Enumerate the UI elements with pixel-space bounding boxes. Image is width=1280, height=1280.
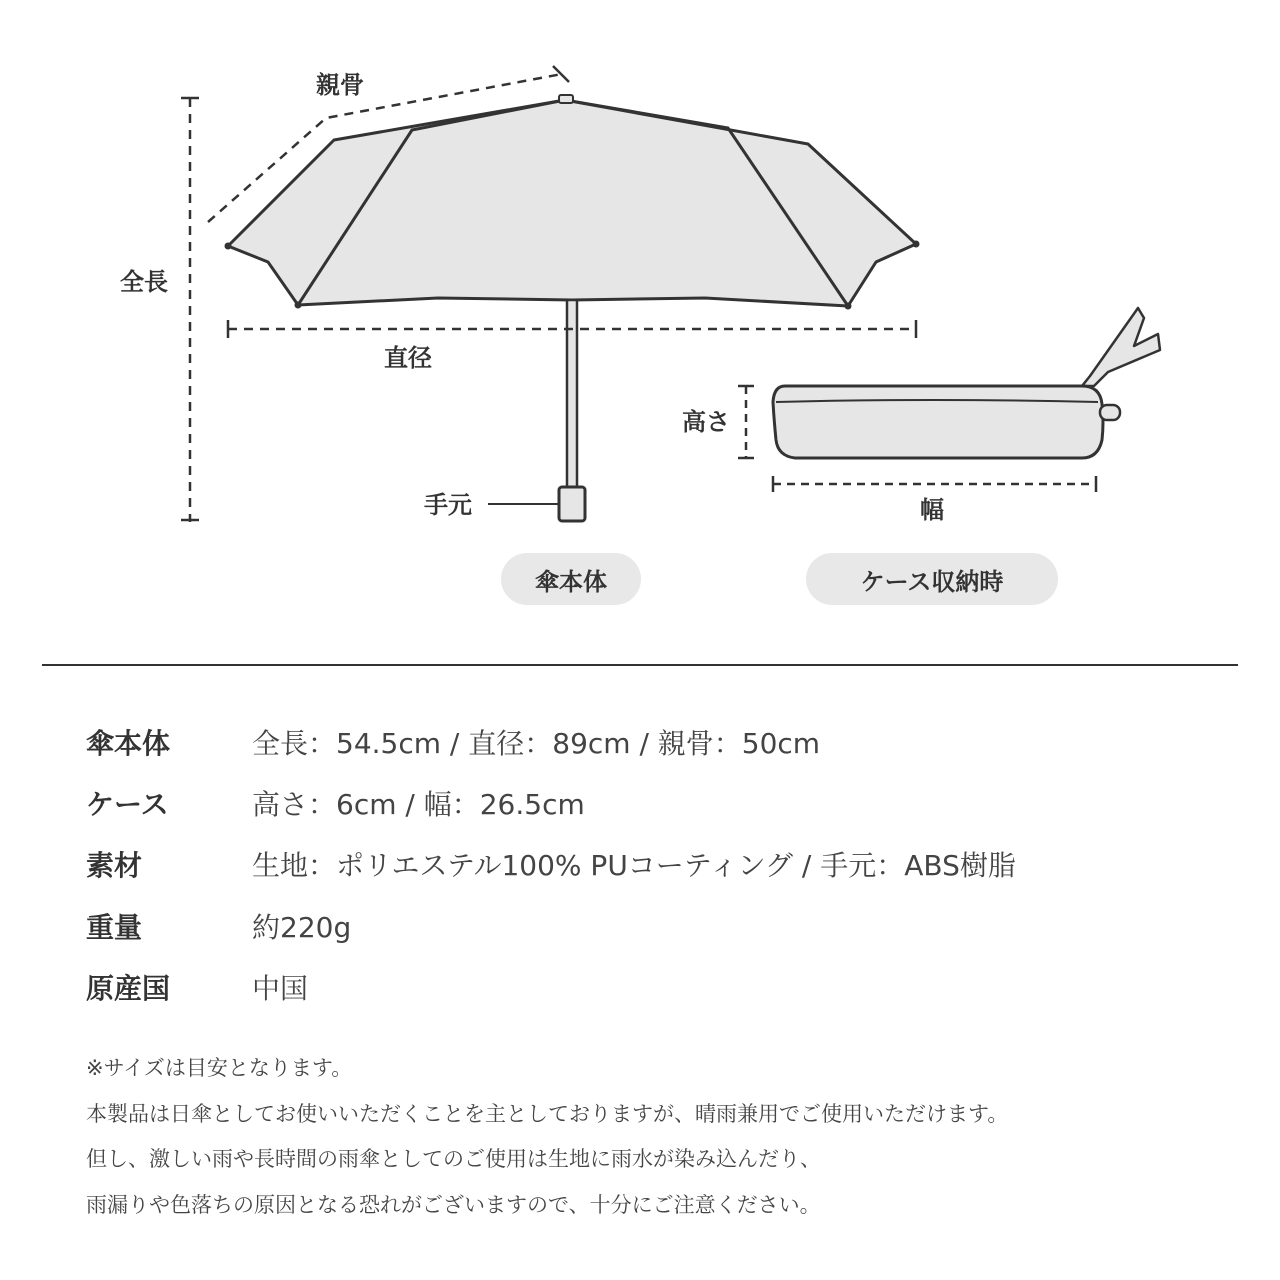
- spec-label: 原産国: [86, 972, 171, 1005]
- spec-label: 素材: [86, 849, 143, 882]
- spec-label: ケース: [86, 788, 169, 821]
- case-body: [773, 386, 1103, 458]
- spec-row-material: [86, 844, 1016, 884]
- case-storage-caption: ケース収納時: [806, 553, 1058, 605]
- rib-label: 親骨: [316, 71, 364, 99]
- umbrella-handle: [559, 487, 585, 521]
- spec-value: 中国: [252, 972, 309, 1005]
- case-height-label: 高さ: [682, 408, 730, 436]
- spec-label: 重量: [86, 911, 143, 944]
- case-illustration: [773, 308, 1160, 458]
- umbrella-body-caption: 傘本体: [501, 553, 641, 605]
- note-line: 雨漏りや色落ちの原因となる恐れがございますので、十分にご注意ください。: [86, 1192, 821, 1217]
- spec-row-umbrella-body: [86, 722, 820, 762]
- spec-value: 生地：ポリエステル100% PUコーティング / 手元：ABS樹脂: [252, 849, 1016, 882]
- spec-row-origin: [86, 967, 308, 1007]
- spec-value: 約220g: [252, 911, 352, 944]
- notes-section: [86, 1046, 1256, 1228]
- case-zipper-pull: [1100, 405, 1120, 420]
- diameter-label: 直径: [384, 344, 432, 372]
- section-divider: [42, 664, 1238, 666]
- spec-value: 高さ：6cm / 幅：26.5cm: [252, 788, 585, 821]
- case-width-label: 幅: [920, 496, 944, 524]
- spec-label: 傘本体: [86, 727, 171, 760]
- spec-value: 全長：54.5cm / 直径：89cm / 親骨：50cm: [252, 727, 821, 760]
- note-line: 本製品は日傘としてお使いいただくことを主としておりますが、晴雨兼用でご使用いただけます。: [86, 1101, 1009, 1126]
- note-line: ※サイズは目安となります。: [86, 1056, 353, 1080]
- spec-row-case: [86, 783, 585, 823]
- handle-label: 手元: [424, 491, 472, 519]
- total-length-label: 全長: [120, 268, 168, 296]
- spec-row-weight: [86, 906, 351, 946]
- note-line: 但し、激しい雨や長時間の雨傘としてのご使用は生地に雨水が染み込んだり、: [86, 1147, 821, 1171]
- case-strap: [1082, 308, 1160, 386]
- umbrella-canopy: [228, 100, 916, 306]
